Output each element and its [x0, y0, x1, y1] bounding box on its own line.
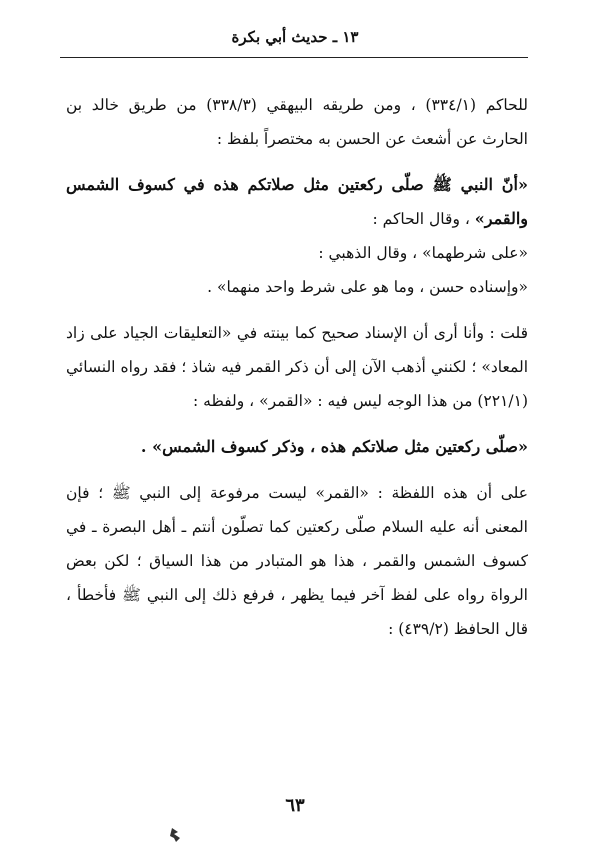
- paragraph-7: على أن هذه اللفظة : «القمر» ليست مرفوعة إلى النبي ﷺ ؛ فإن المعنى أنه عليه السلام صلّى ركعتين كما تصلّون أنتم ـ أهل البصرة ـ في كسوف الشمس والقمر ، هذا هو المتبادر من هذا السياق ؛ لكن بعض الرواة رواه على لفظ آخر فيما يظهر ، فرفع ذلك إلى النبي ﷺ فأخطأ ، قال الحافظ (٤٣٩/٢) :: [66, 484, 528, 638]
- hadith-quote-2: «صلّى ركعتين مثل صلاتكم هذه ، وذكر كسوف الشمس» .: [140, 437, 528, 456]
- page-header-title: ١٣ ـ حديث أبي بكرة: [231, 28, 359, 46]
- paragraph-1: للحاكم (٣٣٤/١) ، ومن طريقه البيهقي (٣٣٨/٣) من طريق خالد بن الحارث عن أشعث عن الحسن به مختصراً بلفظ :: [66, 96, 528, 148]
- paragraph-2: «أنّ النبي ﷺ صلّى ركعتين مثل صلاتكم هذه في كسوف الشمس والقمر» ، وقال الحاكم :: [66, 175, 528, 228]
- hadith-quote-1: «أنّ النبي ﷺ صلّى ركعتين مثل صلاتكم هذه في كسوف الشمس والقمر»: [66, 175, 528, 228]
- printer-mark-icon: [168, 826, 186, 844]
- paragraph-4: «وإسناده حسن ، وما هو على شرط واحد منهما» .: [207, 278, 528, 296]
- header-divider: [60, 57, 528, 58]
- page-number: ٦٣: [285, 795, 305, 816]
- page-body: [66, 88, 528, 646]
- paragraph-3: «على شرطهما» ، وقال الذهبي :: [318, 244, 528, 262]
- paragraph-5: قلت : وأنا أرى أن الإسناد صحيح كما بينته في «التعليقات الجياد على زاد المعاد» ؛ لكنني أذهب الآن إلى أن ذكر القمر فيه شاذ ؛ فقد رواه النسائي (٢٢١/١) من هذا الوجه ليس فيه : «القمر» ، ولفظه :: [66, 324, 528, 410]
